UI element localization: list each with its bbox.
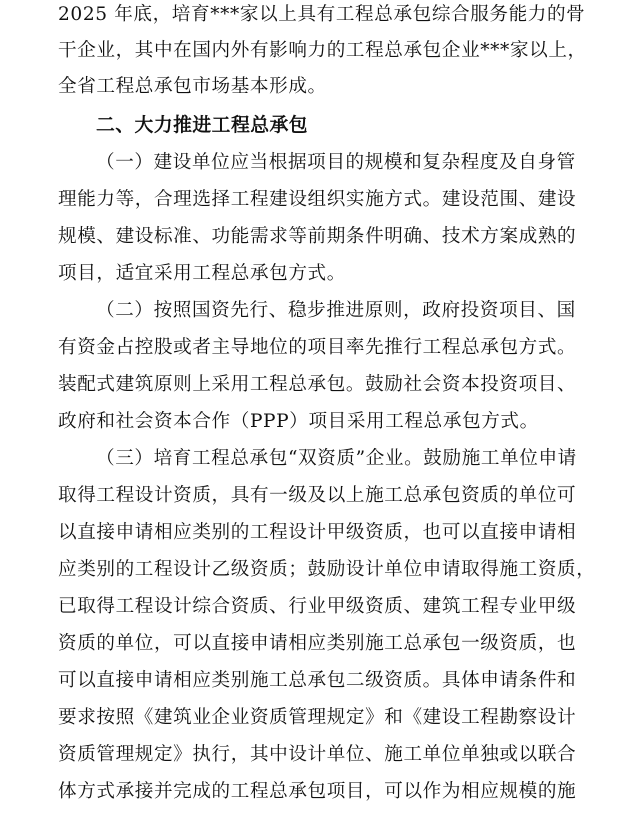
text-line: 干企业，其中在国内外有影响力的工程总承包企业***家以上，: [58, 40, 587, 61]
text-line: 2025 年底，培育***家以上具有工程总承包综合服务能力的骨: [58, 4, 586, 25]
text-line: 资质管理规定》执行，其中设计单位、施工单位单独或以联合: [58, 744, 577, 765]
text-line: 规模、建设标准、功能需求等前期条件明确、技术方案成熟的: [58, 226, 577, 247]
text-line: 以直接申请相应类别的工程设计甲级资质，也可以直接申请相: [58, 522, 577, 543]
text-line: 可以直接申请相应类别施工总承包二级资质。具体申请条件和: [58, 670, 577, 691]
text-line: 已取得工程设计综合资质、行业甲级资质、建筑工程专业甲级: [58, 596, 577, 617]
paragraph-first-line: （二）按照国资先行、稳步推进原则，政府投资项目、国: [96, 300, 576, 321]
text-line: 要求按照《建筑业企业资质管理规定》和《建设工程勘察设计: [58, 707, 577, 728]
text-line: 有资金占控股或者主导地位的项目率先推行工程总承包方式。: [58, 337, 577, 358]
paragraph-first-line: （一）建设单位应当根据项目的规模和复杂程度及自身管: [96, 152, 576, 173]
text-line: 资质的单位，可以直接申请相应类别施工总承包一级资质，也: [58, 633, 577, 654]
text-line: 应类别的工程设计乙级资质；鼓励设计单位申请取得施工资质，: [58, 559, 596, 580]
text-line: 装配式建筑原则上采用工程总承包。鼓励社会资本投资项目、: [58, 374, 577, 395]
text-line: 取得工程设计资质，具有一级及以上施工总承包资质的单位可: [58, 485, 577, 506]
text-line: 理能力等，合理选择工程建设组织实施方式。建设范围、建设: [58, 189, 577, 210]
text-line: 全省工程总承包市场基本形成。: [58, 76, 327, 97]
text-line: 项目，适宜采用工程总承包方式。: [58, 263, 346, 284]
paragraph-first-line: （三）培育工程总承包“双资质”企业。鼓励施工单位申请: [96, 448, 577, 469]
text-line: 体方式承接并完成的工程总承包项目，可以作为相应规模的施: [58, 781, 577, 802]
section-heading: 二、大力推进工程总承包: [96, 115, 309, 136]
text-line: 政府和社会资本合作（PPP）项目采用工程总承包方式。: [58, 411, 539, 432]
